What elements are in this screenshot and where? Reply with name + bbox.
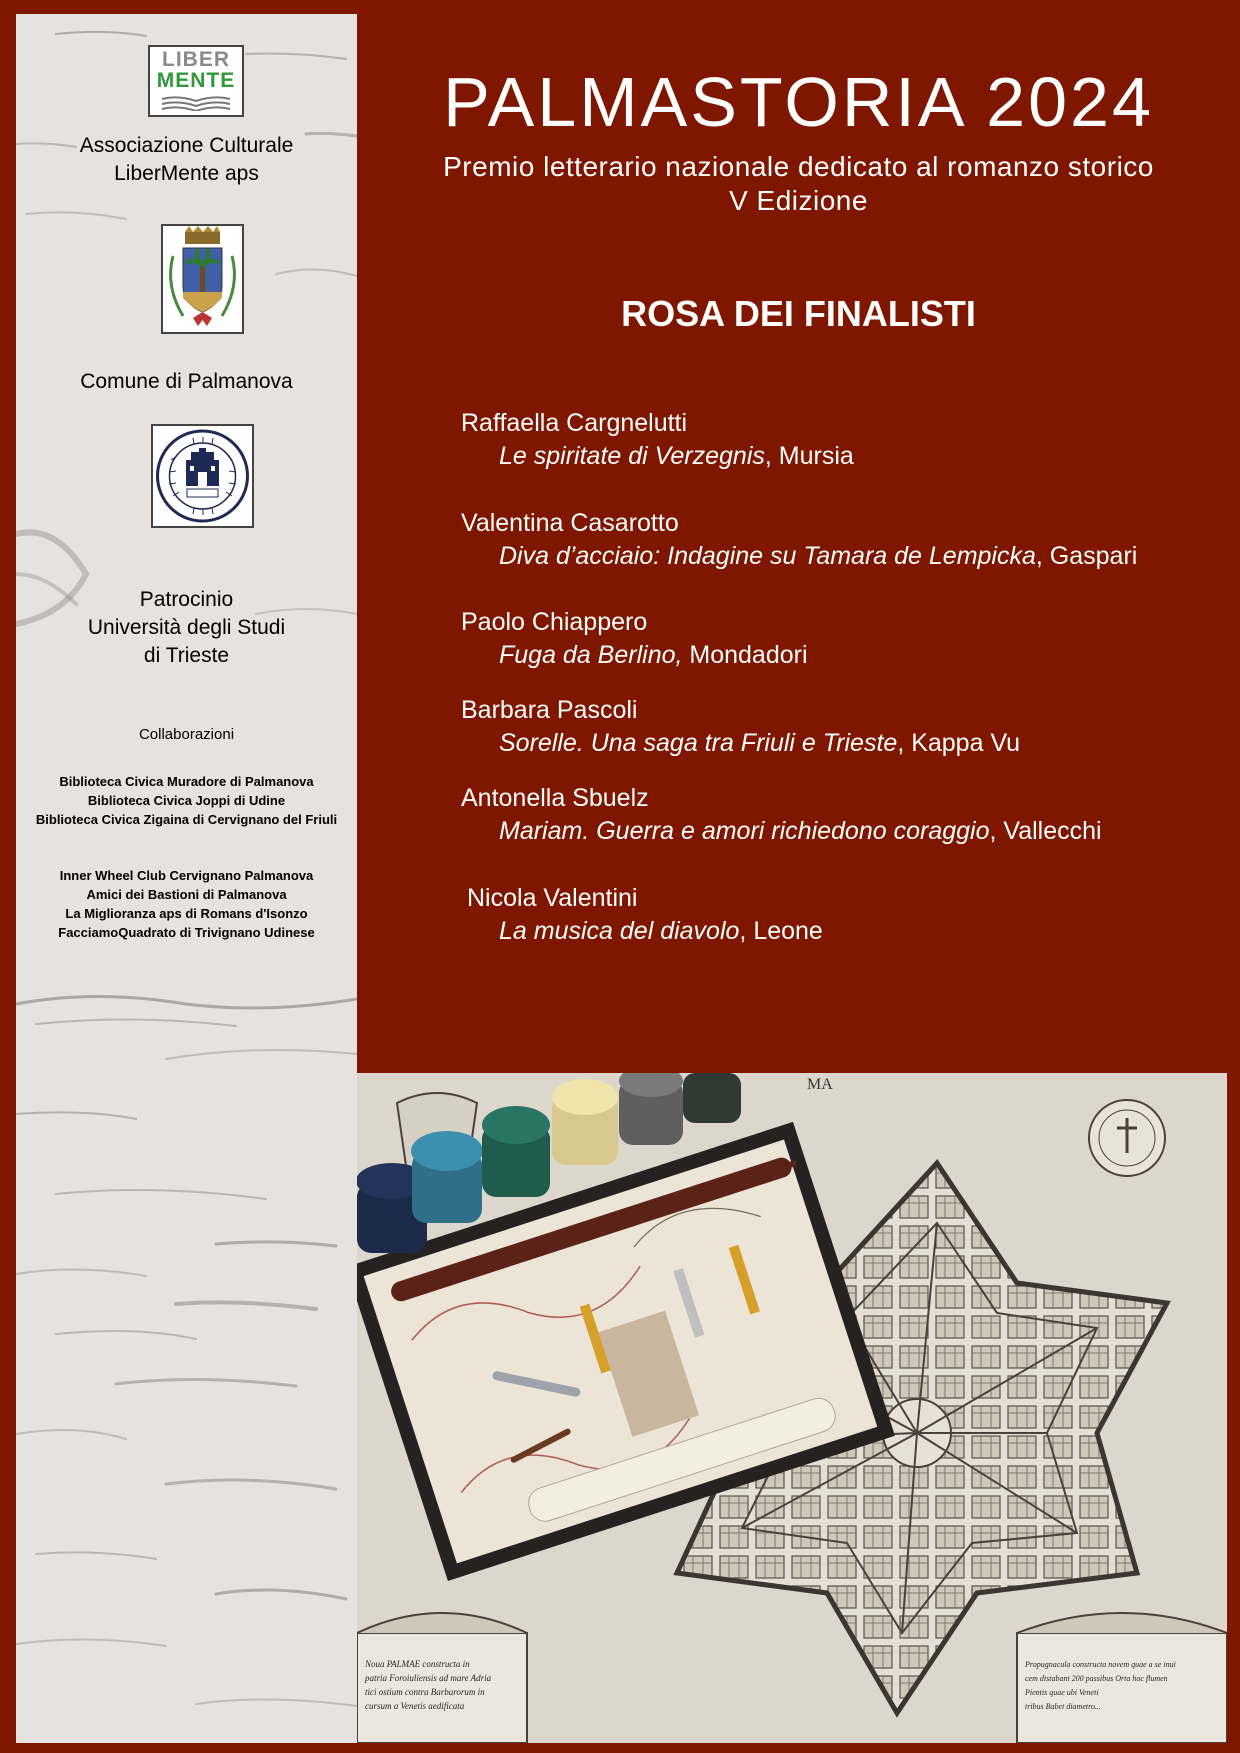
cartouche-right-text: Pientis quae ubi Veneti [1025, 1688, 1099, 1697]
calligraphy-set-and-palmanova-map-photo [357, 1073, 1227, 1743]
section-title: ROSA DEI FINALISTI [621, 293, 976, 334]
finalist-author: Raffaella Cargnelutti [461, 409, 688, 437]
cartouche-right-text: Propugnacula constructa novem quae a se inui [1025, 1660, 1176, 1669]
finalist-book [461, 639, 808, 672]
library-item: Biblioteca Civica Muradore di Palmanova [59, 774, 314, 789]
book-publisher: , Kappa Vu [897, 729, 1021, 757]
libraries-list [16, 772, 357, 829]
finalist-book [467, 915, 823, 948]
patronage-line-1: Patrocinio [139, 588, 234, 611]
libermente-logo [148, 45, 244, 117]
book-publisher: , Leone [739, 917, 823, 945]
partners-list [16, 866, 357, 942]
finalist-book [461, 440, 854, 473]
book-title: Sorelle. Una saga tra Friuli e Trieste [499, 729, 898, 757]
patronage [16, 586, 357, 670]
cartouche-right-text: tribus Babet diametro... [1025, 1702, 1101, 1711]
finalist-item [467, 882, 823, 948]
page-title: PALMASTORIA 2024 [443, 63, 1154, 141]
association-name [16, 132, 357, 188]
book-title: Diva d’acciaio: Indagine su Tamara de Lempicka [499, 542, 1036, 570]
cartouche-left-text: Noua PALMAE constructa in [365, 1659, 470, 1669]
university-seal-icon [151, 424, 254, 528]
book-publisher: , Gaspari [1035, 542, 1138, 570]
finalist-item [461, 782, 1102, 848]
open-book-icon [160, 95, 232, 111]
cartouche-left-text: patria Foroiuliensis ad mare Adria [365, 1673, 492, 1683]
book-publisher: , Mursia [764, 442, 854, 470]
finalist-book [461, 540, 1137, 573]
partner-item: Amici dei Bastioni di Palmanova [86, 887, 287, 902]
partner-item: La Miglioranza aps di Romans d'Isonzo [65, 906, 308, 921]
edition-line: V Edizione [729, 185, 868, 216]
partner-item: Inner Wheel Club Cervignano Palmanova [59, 868, 314, 883]
finalist-item [461, 606, 808, 672]
finalist-author: Barbara Pascoli [461, 696, 638, 724]
finalist-author: Valentina Casarotto [461, 509, 679, 537]
book-publisher: , Vallecchi [989, 817, 1102, 845]
book-publisher: Mondadori [682, 641, 808, 669]
logo-line-2: MENTE [156, 69, 236, 92]
finalist-item [461, 507, 1137, 573]
book-title: La musica del diavolo [499, 917, 740, 945]
palmanova-crest-icon [161, 224, 244, 334]
association-line-1: Associazione Culturale [79, 134, 294, 157]
finalist-book [461, 815, 1102, 848]
patronage-line-3: di Trieste [143, 644, 230, 667]
cartouche-left-text: tici ostium contra Barbarorum in [365, 1687, 485, 1697]
subtitle-line: Premio letterario nazionale dedicato al romanzo storico [443, 151, 1154, 182]
logo-line-1: LIBER [162, 48, 230, 71]
association-line-2: LiberMente aps [114, 162, 259, 185]
library-item: Biblioteca Civica Zigaina di Cervignano del Friuli [35, 812, 338, 827]
finalist-author: Nicola Valentini [467, 884, 638, 912]
finalist-author: Paolo Chiappero [461, 608, 648, 636]
book-title: Fuga da Berlino, [499, 641, 683, 669]
cartouche-left-text: cursum a Venetis aedificata [365, 1701, 465, 1711]
map-label: MA [807, 1076, 833, 1093]
finalist-item [461, 694, 1020, 760]
finalist-item [461, 407, 854, 473]
library-item: Biblioteca Civica Joppi di Udine [87, 793, 286, 808]
subtitle [357, 150, 1240, 218]
book-title: Mariam. Guerra e amori richiedono coraggio [499, 817, 990, 845]
cartouche-right-text: cem distabant 200 passibus Orta hoc flumen [1025, 1674, 1168, 1683]
partner-item: FacciamoQuadrato di Trivignano Udinese [58, 925, 315, 940]
sidebar [16, 14, 357, 1743]
collaborations-heading: Collaborazioni [138, 726, 235, 743]
finalist-book [461, 727, 1020, 760]
book-title: Le spiritate di Verzegnis [499, 442, 765, 470]
patronage-line-2: Università degli Studi [87, 616, 286, 639]
comune-name: Comune di Palmanova [80, 370, 293, 393]
finalist-author: Antonella Sbuelz [461, 784, 649, 812]
